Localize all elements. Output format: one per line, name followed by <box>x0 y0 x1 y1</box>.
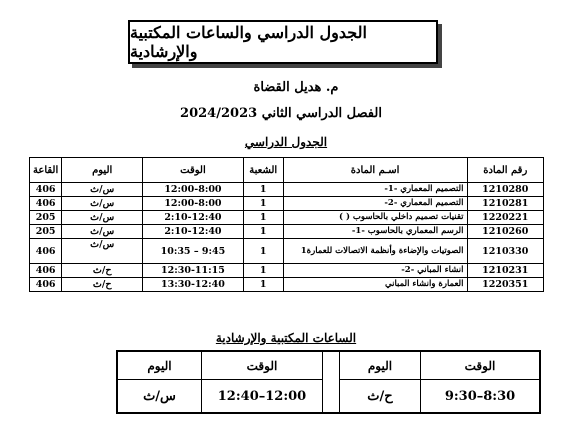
course-time: 2:10-12:40 <box>143 225 244 239</box>
table-row <box>30 239 544 264</box>
instructor-name: م. هديل القضاة <box>253 80 339 95</box>
course-section: 1 <box>243 197 283 211</box>
course-day: ح/ث <box>62 278 143 292</box>
course-day: س/ث <box>62 239 143 264</box>
table-row <box>30 225 544 239</box>
course-day: س/ث <box>62 225 143 239</box>
course-time: 12:30-11:15 <box>143 264 244 278</box>
office-time: 12:40–12:00 <box>202 380 323 414</box>
col-time-header: الوقت <box>421 351 541 380</box>
course-section: 1 <box>243 183 283 197</box>
col-time-header: الوقت <box>143 158 244 183</box>
col-day-header: اليوم <box>340 351 421 380</box>
course-time: 12:00-8:00 <box>143 197 244 211</box>
course-room: 406 <box>30 183 62 197</box>
course-section: 1 <box>243 211 283 225</box>
course-day: س/ث <box>62 211 143 225</box>
document-title <box>128 20 438 64</box>
col-day-header: اليوم <box>117 351 202 380</box>
course-time: 12:00-8:00 <box>143 183 244 197</box>
col-code-header: رقم المادة <box>467 158 543 183</box>
course-name: التصميم المعماري -1- <box>283 183 467 197</box>
col-day-header: اليوم <box>62 158 143 183</box>
column-gap <box>323 380 340 414</box>
course-room: 406 <box>30 264 62 278</box>
course-name: انشاء المباني -2- <box>283 264 467 278</box>
table-row <box>117 380 540 414</box>
table-row <box>30 183 544 197</box>
course-name: العمارة وانشاء المباني <box>283 278 467 292</box>
course-day: ح/ث <box>62 264 143 278</box>
office-day: س/ث <box>117 380 202 414</box>
table-row <box>30 197 544 211</box>
col-section-header: الشعبة <box>243 158 283 183</box>
course-code: 1220351 <box>467 278 543 292</box>
table-row <box>30 264 544 278</box>
course-section: 1 <box>243 225 283 239</box>
course-code: 1210260 <box>467 225 543 239</box>
course-time: 2:10-12:40 <box>143 211 244 225</box>
schedule-table <box>29 157 544 292</box>
course-code: 1210281 <box>467 197 543 211</box>
course-room: 205 <box>30 225 62 239</box>
table-row <box>30 278 544 292</box>
office-day: ح/ث <box>340 380 421 414</box>
course-time: 10:35 – 9:45 <box>143 239 244 264</box>
col-room-header: القاعة <box>30 158 62 183</box>
course-section: 1 <box>243 239 283 264</box>
title-text: الجدول الدراسي والساعات المكتبية والإرشادية <box>130 23 367 61</box>
course-code: 1220221 <box>467 211 543 225</box>
office-hours-heading: الساعات المكتبية والإرشادية <box>215 331 357 345</box>
schedule-heading: الجدول الدراسي <box>244 135 328 149</box>
course-day: س/ث <box>62 183 143 197</box>
course-name: تقنيات تصميم داخلي بالحاسوب ( ) <box>283 211 467 225</box>
course-name: التصميم المعماري -2- <box>283 197 467 211</box>
schedule-header-row <box>30 158 544 183</box>
course-section: 1 <box>243 264 283 278</box>
course-code: 1210231 <box>467 264 543 278</box>
course-name: الصوتيات والإضاءة وأنظمة الاتصالات للعمارة1 <box>283 239 467 264</box>
course-room: 406 <box>30 197 62 211</box>
col-name-header: اسـم المادة <box>283 158 467 183</box>
semester-label: الفصل الدراسي الثاني 2024/2023 <box>180 106 382 121</box>
column-gap <box>323 351 340 380</box>
office-time: 9:30–8:30 <box>421 380 541 414</box>
course-code: 1210280 <box>467 183 543 197</box>
course-time: 13:30-12:40 <box>143 278 244 292</box>
course-name: الرسم المعماري بالحاسوب -1- <box>283 225 467 239</box>
course-section: 1 <box>243 278 283 292</box>
col-time-header: الوقت <box>202 351 323 380</box>
office-hours-table <box>116 350 541 414</box>
course-day: س/ث <box>62 197 143 211</box>
course-room: 406 <box>30 278 62 292</box>
course-code: 1210330 <box>467 239 543 264</box>
course-room: 406 <box>30 239 62 264</box>
office-hours-header-row <box>117 351 540 380</box>
course-room: 205 <box>30 211 62 225</box>
table-row <box>30 211 544 225</box>
